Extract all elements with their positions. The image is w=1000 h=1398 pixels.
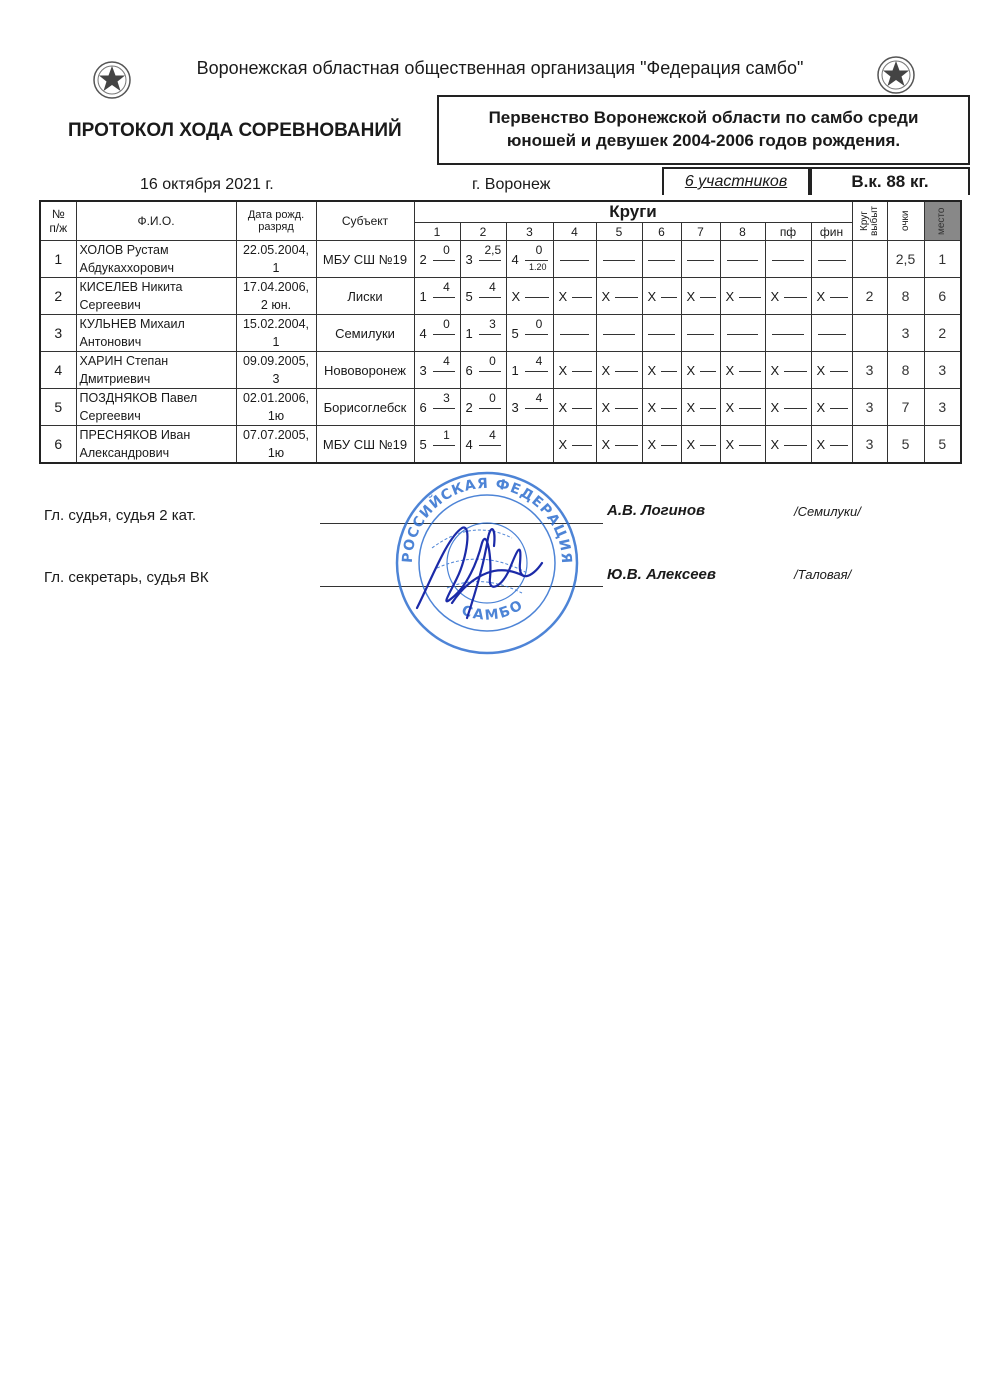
header-round-3: 3 bbox=[506, 223, 553, 241]
header-subject: Субъект bbox=[316, 201, 414, 241]
birth-rank: 07.07.2005, 1ю bbox=[236, 426, 316, 464]
points: 2,5 bbox=[887, 241, 924, 278]
score-line bbox=[784, 297, 807, 298]
athlete-name: КИСЕЛЕВ Никита Сергеевич bbox=[76, 278, 236, 315]
table-row bbox=[40, 352, 961, 389]
athlete-subject: МБУ СШ №19 bbox=[316, 426, 414, 464]
score-line bbox=[739, 371, 761, 372]
eliminated-mark: X bbox=[770, 400, 780, 415]
bout-score: 0 bbox=[443, 317, 450, 331]
round-cell bbox=[414, 352, 460, 389]
points: 7 bbox=[887, 389, 924, 426]
header-round-1: 1 bbox=[414, 223, 460, 241]
round-cell bbox=[596, 389, 642, 426]
round-cell bbox=[414, 278, 460, 315]
dash-mark bbox=[772, 334, 804, 335]
score-line bbox=[572, 297, 592, 298]
eliminated-mark: X bbox=[770, 289, 780, 304]
bout-score: 4 bbox=[489, 280, 496, 294]
opponent-number: 1 bbox=[511, 363, 519, 378]
star-emblem-icon bbox=[92, 60, 132, 100]
score-line bbox=[479, 445, 501, 446]
athlete-name: ПОЗДНЯКОВ Павел Сергеевич bbox=[76, 389, 236, 426]
opponent-number: 4 bbox=[419, 326, 427, 341]
opponent-number: 2 bbox=[419, 252, 427, 267]
athlete-name: ХАРИН Степан Дмитриевич bbox=[76, 352, 236, 389]
protocol-title: ПРОТОКОЛ ХОДА СОРЕВНОВАНИЙ bbox=[68, 120, 402, 141]
round-out: 3 bbox=[852, 426, 887, 464]
stamp-ring-bottom: САМБО bbox=[459, 596, 528, 624]
bout-score: 3 bbox=[489, 317, 496, 331]
score-line bbox=[479, 334, 501, 335]
athlete-name: ХОЛОВ Рустам Абдукаххорович bbox=[76, 241, 236, 278]
eliminated-mark: X bbox=[725, 437, 735, 452]
score-line bbox=[739, 297, 761, 298]
round-cell bbox=[596, 426, 642, 464]
athlete-subject: Лиски bbox=[316, 278, 414, 315]
eliminated-mark: X bbox=[601, 289, 611, 304]
eliminated-mark: X bbox=[725, 400, 735, 415]
round-cell bbox=[720, 389, 765, 426]
header-round-2: 2 bbox=[460, 223, 506, 241]
score-line bbox=[572, 445, 592, 446]
round-cell bbox=[506, 352, 553, 389]
header-round-9: пф bbox=[765, 223, 811, 241]
score-line bbox=[433, 297, 455, 298]
eliminated-mark: X bbox=[601, 363, 611, 378]
round-cell bbox=[596, 352, 642, 389]
dash-mark bbox=[772, 260, 804, 261]
chief-secretary-label: Гл. секретарь, судья ВК bbox=[44, 569, 209, 586]
round-out bbox=[852, 241, 887, 278]
round-cell bbox=[811, 278, 852, 315]
eliminated-mark: X bbox=[686, 289, 696, 304]
table-row bbox=[40, 389, 961, 426]
round-cell bbox=[596, 241, 642, 278]
score-line bbox=[700, 297, 716, 298]
opponent-number: 6 bbox=[419, 400, 427, 415]
round-cell bbox=[681, 389, 720, 426]
score-line bbox=[700, 371, 716, 372]
bout-time: 1.20 bbox=[528, 262, 547, 272]
score-line bbox=[784, 408, 807, 409]
round-cell bbox=[681, 241, 720, 278]
protocol-table bbox=[39, 200, 962, 464]
athlete-name: КУЛЬНЕВ Михаил Антонович bbox=[76, 315, 236, 352]
birth-rank: 15.02.2004, 1 bbox=[236, 315, 316, 352]
points: 8 bbox=[887, 278, 924, 315]
dash-mark bbox=[687, 334, 714, 335]
score-line bbox=[433, 445, 455, 446]
chief-secretary-name: Ю.В. Алексеев bbox=[607, 566, 716, 583]
header-round-8: 8 bbox=[720, 223, 765, 241]
row-num: 2 bbox=[40, 278, 76, 315]
dash-mark bbox=[687, 260, 714, 261]
round-cell bbox=[681, 278, 720, 315]
bout-score: 3 bbox=[443, 391, 450, 405]
dash-mark bbox=[648, 260, 675, 261]
bout-score: 2,5 bbox=[484, 243, 502, 257]
athlete-name: ПРЕСНЯКОВ Иван Александрович bbox=[76, 426, 236, 464]
table-row bbox=[40, 278, 961, 315]
score-line bbox=[661, 408, 677, 409]
score-line bbox=[615, 445, 638, 446]
eliminated-mark: X bbox=[816, 400, 826, 415]
eliminated-mark: X bbox=[647, 400, 657, 415]
stamp-ring-top: РОССИЙСКАЯ ФЕДЕРАЦИЯ bbox=[399, 475, 575, 565]
opponent-number: 4 bbox=[465, 437, 473, 452]
table-row bbox=[40, 315, 961, 352]
round-cell bbox=[506, 389, 553, 426]
competition-date: 16 октября 2021 г. bbox=[140, 176, 274, 193]
score-line bbox=[830, 297, 848, 298]
round-cell bbox=[460, 241, 506, 278]
athlete-subject: Семилуки bbox=[316, 315, 414, 352]
chief-judge-label: Гл. судья, судья 2 кат. bbox=[44, 507, 197, 524]
round-cell bbox=[553, 352, 596, 389]
round-cell bbox=[765, 389, 811, 426]
score-line bbox=[784, 371, 807, 372]
round-cell bbox=[414, 315, 460, 352]
score-line bbox=[661, 297, 677, 298]
score-line bbox=[525, 260, 548, 261]
athlete-subject: МБУ СШ №19 bbox=[316, 241, 414, 278]
bout-score: 4 bbox=[489, 428, 496, 442]
round-cell bbox=[414, 389, 460, 426]
place: 6 bbox=[924, 278, 961, 315]
athlete-subject: Нововоронеж bbox=[316, 352, 414, 389]
place: 1 bbox=[924, 241, 961, 278]
round-cell bbox=[811, 426, 852, 464]
opponent-number: 3 bbox=[511, 400, 519, 415]
round-cell bbox=[720, 352, 765, 389]
round-cell bbox=[765, 315, 811, 352]
organization-title: Воронежская областная общественная организация "Федерация самбо" bbox=[196, 58, 804, 78]
header-num: № п/ж bbox=[40, 201, 76, 241]
athlete-subject: Борисоглебск bbox=[316, 389, 414, 426]
round-cell bbox=[681, 426, 720, 464]
eliminated-mark: X bbox=[558, 400, 568, 415]
score-line bbox=[525, 371, 548, 372]
dash-mark bbox=[727, 334, 758, 335]
score-line bbox=[433, 371, 455, 372]
round-cell bbox=[765, 241, 811, 278]
score-line bbox=[433, 408, 455, 409]
chief-judge-name: А.В. Логинов bbox=[607, 502, 706, 519]
eliminated-mark: X bbox=[647, 289, 657, 304]
score-line bbox=[739, 445, 761, 446]
round-cell bbox=[642, 241, 681, 278]
dash-mark bbox=[560, 260, 589, 261]
bout-score: 0 bbox=[443, 243, 450, 257]
round-cell bbox=[642, 352, 681, 389]
participants-count: 6 участников bbox=[662, 167, 810, 195]
opponent-number: 1 bbox=[419, 289, 427, 304]
round-cell bbox=[811, 352, 852, 389]
row-num: 4 bbox=[40, 352, 76, 389]
dash-mark bbox=[560, 334, 589, 335]
header-rounds: Круги bbox=[414, 201, 852, 223]
round-cell bbox=[811, 241, 852, 278]
header-name: Ф.И.О. bbox=[76, 201, 236, 241]
score-line bbox=[700, 445, 716, 446]
round-cell bbox=[642, 389, 681, 426]
score-line bbox=[479, 297, 501, 298]
points: 5 bbox=[887, 426, 924, 464]
place: 3 bbox=[924, 352, 961, 389]
eliminated-mark: X bbox=[816, 289, 826, 304]
eliminated-mark: X bbox=[770, 363, 780, 378]
score-line bbox=[615, 297, 638, 298]
round-cell bbox=[642, 426, 681, 464]
opponent-number: 3 bbox=[465, 252, 473, 267]
header-place: место bbox=[924, 201, 961, 241]
bout-score: 4 bbox=[443, 354, 450, 368]
score-line bbox=[525, 297, 549, 298]
event-title: Первенство Воронежской области по самбо среди юношей и девушек 2004-2006 годов рождения. bbox=[437, 95, 970, 165]
eliminated-mark: X bbox=[725, 289, 735, 304]
chief-judge-place: /Семилуки/ bbox=[794, 504, 861, 519]
bout-score: 0 bbox=[489, 354, 496, 368]
round-cell bbox=[506, 278, 553, 315]
opponent-number: 1 bbox=[465, 326, 473, 341]
round-cell bbox=[642, 278, 681, 315]
round-cell bbox=[506, 241, 553, 278]
score-line bbox=[479, 260, 501, 261]
place: 2 bbox=[924, 315, 961, 352]
bout-score: 0 bbox=[535, 317, 543, 331]
eliminated-mark: X bbox=[686, 400, 696, 415]
round-cell bbox=[460, 426, 506, 464]
table-row bbox=[40, 426, 961, 464]
header-birth: Дата рожд. разряд bbox=[236, 201, 316, 241]
row-num: 3 bbox=[40, 315, 76, 352]
opponent-number: 2 bbox=[465, 400, 473, 415]
round-cell bbox=[553, 241, 596, 278]
score-line bbox=[525, 408, 548, 409]
eliminated-mark: X bbox=[686, 437, 696, 452]
header-round-5: 5 bbox=[596, 223, 642, 241]
eliminated-mark: X bbox=[686, 363, 696, 378]
round-cell bbox=[414, 426, 460, 464]
score-line bbox=[784, 445, 807, 446]
round-cell bbox=[460, 315, 506, 352]
bout-score: 1 bbox=[443, 428, 450, 442]
score-line bbox=[830, 371, 848, 372]
round-cell bbox=[765, 352, 811, 389]
score-line bbox=[433, 334, 455, 335]
row-num: 1 bbox=[40, 241, 76, 278]
score-line bbox=[661, 445, 677, 446]
svg-text:РОССИЙСКАЯ ФЕДЕРАЦИЯ bbox=[400, 476, 574, 565]
eliminated-mark: X bbox=[647, 363, 657, 378]
round-cell bbox=[553, 389, 596, 426]
competition-city: г. Воронеж bbox=[472, 176, 551, 193]
eliminated-mark: X bbox=[558, 437, 568, 452]
opponent-number: 4 bbox=[511, 252, 519, 267]
dash-mark bbox=[818, 334, 846, 335]
bout-score: 0 bbox=[535, 243, 543, 257]
eliminated-mark: X bbox=[511, 289, 521, 304]
header-points: очки bbox=[887, 201, 924, 241]
round-cell bbox=[811, 389, 852, 426]
dash-mark bbox=[603, 334, 635, 335]
score-line bbox=[739, 408, 761, 409]
bout-score: 4 bbox=[535, 354, 543, 368]
round-cell bbox=[765, 278, 811, 315]
dash-mark bbox=[648, 334, 675, 335]
place: 5 bbox=[924, 426, 961, 464]
round-cell bbox=[506, 315, 553, 352]
header-round-6: 6 bbox=[642, 223, 681, 241]
round-out: 3 bbox=[852, 389, 887, 426]
opponent-number: 5 bbox=[511, 326, 519, 341]
score-line bbox=[433, 260, 455, 261]
dash-mark bbox=[818, 260, 846, 261]
points: 3 bbox=[887, 315, 924, 352]
score-line bbox=[700, 408, 716, 409]
bout-score: 0 bbox=[489, 391, 496, 405]
score-line bbox=[661, 371, 677, 372]
header-round-7: 7 bbox=[681, 223, 720, 241]
dash-mark bbox=[727, 260, 758, 261]
bout-score: 4 bbox=[535, 391, 543, 405]
star-emblem-icon bbox=[876, 55, 916, 95]
opponent-number: 5 bbox=[419, 437, 427, 452]
row-num: 6 bbox=[40, 426, 76, 464]
eliminated-mark: X bbox=[816, 363, 826, 378]
opponent-number: 6 bbox=[465, 363, 473, 378]
chief-secretary-place: /Таловая/ bbox=[794, 567, 852, 582]
round-cell bbox=[642, 315, 681, 352]
score-line bbox=[830, 445, 848, 446]
score-line bbox=[615, 371, 638, 372]
points: 8 bbox=[887, 352, 924, 389]
score-line bbox=[479, 408, 501, 409]
eliminated-mark: X bbox=[558, 363, 568, 378]
birth-rank: 17.04.2006, 2 юн. bbox=[236, 278, 316, 315]
bout-score: 4 bbox=[443, 280, 450, 294]
round-cell bbox=[414, 241, 460, 278]
round-cell bbox=[720, 278, 765, 315]
weight-class: В.к. 88 кг. bbox=[810, 167, 970, 195]
round-out: 3 bbox=[852, 352, 887, 389]
score-line bbox=[525, 334, 548, 335]
round-cell bbox=[596, 278, 642, 315]
row-num: 5 bbox=[40, 389, 76, 426]
opponent-number: 5 bbox=[465, 289, 473, 304]
round-cell bbox=[681, 315, 720, 352]
round-cell bbox=[553, 315, 596, 352]
round-cell bbox=[720, 241, 765, 278]
eliminated-mark: X bbox=[816, 437, 826, 452]
eliminated-mark: X bbox=[558, 289, 568, 304]
round-cell bbox=[720, 426, 765, 464]
round-cell bbox=[506, 426, 553, 464]
score-line bbox=[830, 408, 848, 409]
place: 3 bbox=[924, 389, 961, 426]
round-out: 2 bbox=[852, 278, 887, 315]
eliminated-mark: X bbox=[770, 437, 780, 452]
eliminated-mark: X bbox=[601, 437, 611, 452]
round-cell bbox=[720, 315, 765, 352]
round-cell bbox=[681, 352, 720, 389]
round-cell bbox=[460, 278, 506, 315]
dash-mark bbox=[603, 260, 635, 261]
header-round-10: фин bbox=[811, 223, 852, 241]
round-cell bbox=[460, 352, 506, 389]
eliminated-mark: X bbox=[725, 363, 735, 378]
round-cell bbox=[460, 389, 506, 426]
eliminated-mark: X bbox=[647, 437, 657, 452]
score-line bbox=[572, 371, 592, 372]
header-round-out: Круг выбыт bbox=[852, 201, 887, 241]
score-line bbox=[479, 371, 501, 372]
round-cell bbox=[596, 315, 642, 352]
header-round-4: 4 bbox=[553, 223, 596, 241]
round-cell bbox=[811, 315, 852, 352]
score-line bbox=[615, 408, 638, 409]
federation-stamp bbox=[392, 468, 582, 658]
birth-rank: 02.01.2006, 1ю bbox=[236, 389, 316, 426]
opponent-number: 3 bbox=[419, 363, 427, 378]
round-out bbox=[852, 315, 887, 352]
score-line bbox=[572, 408, 592, 409]
round-cell bbox=[553, 278, 596, 315]
table-row bbox=[40, 241, 961, 278]
round-cell bbox=[553, 426, 596, 464]
birth-rank: 09.09.2005, 3 bbox=[236, 352, 316, 389]
round-cell bbox=[765, 426, 811, 464]
birth-rank: 22.05.2004, 1 bbox=[236, 241, 316, 278]
eliminated-mark: X bbox=[601, 400, 611, 415]
